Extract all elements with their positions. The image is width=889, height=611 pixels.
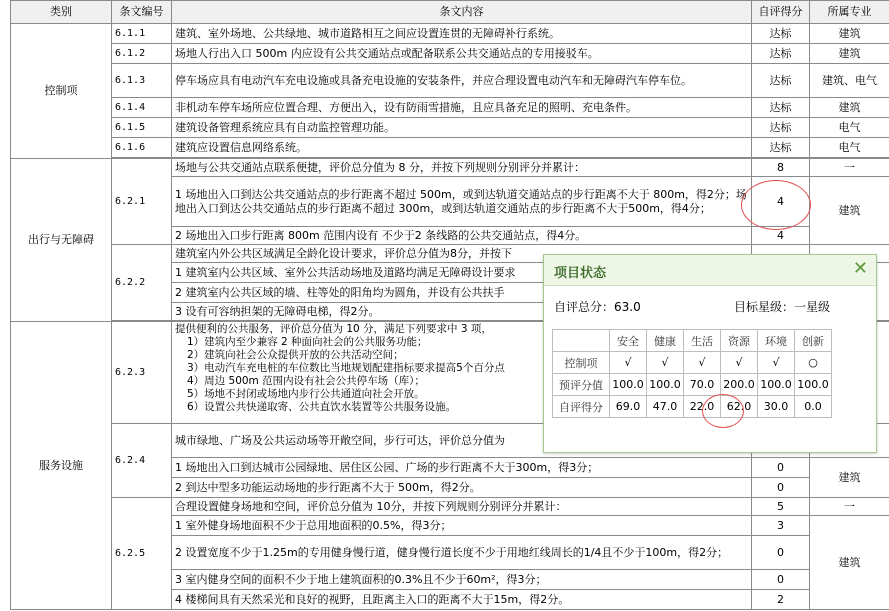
content-cell: 建筑室内外公共区域满足全龄化设计要求，评价总分值为8分，并按下 <box>172 245 752 263</box>
dept-cell: 建筑 <box>810 516 889 610</box>
content-cell: 建筑应设置信息网络系统。 <box>172 138 752 158</box>
col-resource: 资源 <box>721 330 758 352</box>
value-cell: 100.0 <box>610 374 647 396</box>
dept-cell: 建筑 <box>810 177 889 245</box>
rule-item: 4）周边 500m 范围内设有社会公共停车场（库）； <box>187 375 425 387</box>
content-cell: 城市绿地、广场及公共运动场等开敞空间，步行可达，评价总分值为 <box>172 424 752 458</box>
project-status-dialog[interactable] <box>543 254 877 453</box>
rule-item: 5）场地不封闭或场地内步行公共通道向社会开放。 <box>187 388 425 400</box>
dept-cell: 一 <box>810 498 889 516</box>
code-cell: 6.1.4 <box>112 98 172 118</box>
content-cell: 建筑设备管理系统应具有自动监控管理功能。 <box>172 118 752 138</box>
content-cell: 3 设有可容纳担架的无障碍电梯，得2分。 <box>172 303 752 321</box>
self-score-value: 63.0 <box>614 300 641 314</box>
table-row[interactable] <box>11 98 889 118</box>
dept-cell: 建筑 <box>810 44 889 64</box>
row-label: 控制项 <box>553 352 610 374</box>
score-cell[interactable]: 2 <box>752 590 810 610</box>
header-code: 条文编号 <box>112 1 172 24</box>
score-cell[interactable]: 达标 <box>752 64 810 98</box>
target-label: 目标星级： <box>734 300 795 314</box>
circle-icon: ○ <box>795 352 832 374</box>
header-score: 自评得分 <box>752 1 810 24</box>
score-cell[interactable]: 5 <box>752 498 810 516</box>
dept-cell: 电气 <box>810 138 889 158</box>
content-cell: 4 楼梯间具有天然采光和良好的视野，且距离主入口的距离不大于15m，得2分。 <box>172 590 752 610</box>
header-dept: 所属专业 <box>810 1 889 24</box>
status-table <box>552 329 832 418</box>
target-value: 一星级 <box>794 300 831 314</box>
status-header-row <box>553 330 832 352</box>
score-cell[interactable]: 0 <box>752 458 810 478</box>
dialog-title: 项目状态 <box>554 266 607 281</box>
content-cell: 建筑、室外场地、公共绿地、城市道路相互之间应设置连贯的无障碍补行系统。 <box>172 24 752 44</box>
content-cell: 2 到达中型多功能运动场地的步行距离不大于 500m，得2分。 <box>172 478 752 498</box>
dept-cell: 建筑 <box>810 98 889 118</box>
code-cell: 6.1.1 <box>112 24 172 44</box>
code-cell: 6.2.4 <box>112 424 172 498</box>
dialog-header <box>544 255 876 286</box>
row-label: 预评分值 <box>553 374 610 396</box>
table-row[interactable] <box>11 24 889 44</box>
content-cell: 2 建筑室内公共区域的墙、柱等处的阳角均为圆角，并设有公共扶手 <box>172 283 752 303</box>
col-life: 生活 <box>684 330 721 352</box>
content-cell: 1 建筑室内公共区域、室外公共活动场地及道路均满足无障碍设计要求 <box>172 263 752 283</box>
value-cell: 62.0 <box>721 396 758 418</box>
table-row[interactable] <box>11 64 889 98</box>
check-icon: √ <box>647 352 684 374</box>
score-cell[interactable]: 0 <box>752 536 810 570</box>
content-cell: 场地人行出入口 500m 内应设有公共交通站点或配备联系公共交通站点的专用接驳车。 <box>172 44 752 64</box>
value-cell: 100.0 <box>647 374 684 396</box>
content-cell: 1 场地出入口到达公共交通站点的步行距离不超过 500m，或到达轨道交通站点的步行距离不大于 800m，得2分；场地出入口到达公共交通站点的步行距离不超过 300m，或到达轨道交通站点的步行距离不大于500m，得4分； <box>172 177 752 227</box>
code-cell: 6.1.3 <box>112 64 172 98</box>
table-row[interactable] <box>11 138 889 158</box>
content-cell: 1 室外健身场地面积不少于总用地面积的0.5%，得3分； <box>172 516 752 536</box>
col-health: 健康 <box>647 330 684 352</box>
value-cell: 30.0 <box>758 396 795 418</box>
table-row[interactable] <box>11 44 889 64</box>
code-cell: 6.1.2 <box>112 44 172 64</box>
dept-cell: 建筑、电气 <box>810 64 889 98</box>
score-cell[interactable]: 3 <box>752 516 810 536</box>
score-cell[interactable]: 0 <box>752 570 810 590</box>
value-cell: 22.0 <box>684 396 721 418</box>
check-icon: √ <box>610 352 647 374</box>
check-icon: √ <box>684 352 721 374</box>
value-cell: 100.0 <box>795 374 832 396</box>
category-travel: 出行与无障碍 <box>11 159 112 322</box>
category-service: 服务设施 <box>11 322 112 610</box>
score-cell[interactable]: 4 <box>752 227 810 245</box>
value-cell: 69.0 <box>610 396 647 418</box>
rule-item: 3）电动汽车充电桩的车位数比当地规划配建指标要求提高5个百分点 <box>187 362 505 374</box>
control-row <box>553 352 832 374</box>
code-cell: 6.1.6 <box>112 138 172 158</box>
header-content: 条文内容 <box>172 1 752 24</box>
content-cell: 2 场地出入口步行距离 800m 范围内设有 不少于2 条线路的公共交通站点，得4分。 <box>172 227 752 245</box>
score-cell[interactable]: 8 <box>752 159 810 177</box>
content-cell: 2 设置宽度不少于1.25m的专用健身慢行道，健身慢行道长度不少于用地红线周长的1/4且不少于100m，得2分； <box>172 536 752 570</box>
header-category: 类别 <box>11 1 112 24</box>
row-label: 自评得分 <box>553 396 610 418</box>
score-cell[interactable]: 达标 <box>752 24 810 44</box>
rule-item: 1）建筑内至少兼容 2 种面向社会的公共服务功能； <box>187 336 428 348</box>
col-environment: 环境 <box>758 330 795 352</box>
pre-score-row <box>553 374 832 396</box>
content-cell: 合理设置健身场地和空间，评价总分值为 10分，并按下列规则分别评分并累计： <box>172 498 752 516</box>
value-cell: 70.0 <box>684 374 721 396</box>
rule-head: 提供便利的公共服务，评价总分值为 10 分，满足下列要求中 3 项， <box>175 323 492 335</box>
table-row[interactable] <box>11 498 889 516</box>
close-icon[interactable]: ✕ <box>852 258 868 279</box>
rule-item: 6）设置公共快递取寄、公共直饮水装置等公共服务设施。 <box>187 401 457 413</box>
score-cell[interactable]: 达标 <box>752 118 810 138</box>
code-cell: 6.1.5 <box>112 118 172 138</box>
dept-cell: 电气 <box>810 118 889 138</box>
content-cell: 3 室内健身空间的面积不少于地上建筑面积的0.3%且不少于60m²，得3分； <box>172 570 752 590</box>
value-cell: 0.0 <box>795 396 832 418</box>
value-cell: 47.0 <box>647 396 684 418</box>
score-cell[interactable]: 达标 <box>752 98 810 118</box>
table-header <box>11 1 889 24</box>
content-cell: 停车场应具有电动汽车充电设施或具备充电设施的安装条件，并应合理设置电动汽车和无障碍汽车停车位。 <box>172 64 752 98</box>
content-cell: 1 场地出入口到达城市公园绿地、居住区公园、广场的步行距离不大于300m，得3分； <box>172 458 752 478</box>
code-cell: 6.2.1 <box>112 159 172 245</box>
category-control: 控制项 <box>11 24 112 159</box>
rule-item: 2）建筑向社会公众提供开放的公共活动空间； <box>187 349 404 361</box>
code-cell: 6.2.3 <box>112 322 172 424</box>
code-cell: 6.2.5 <box>112 498 172 610</box>
dept-cell: 建筑 <box>810 24 889 44</box>
col-innovation: 创新 <box>795 330 832 352</box>
self-score-summary <box>554 298 641 315</box>
table-row[interactable] <box>11 159 889 177</box>
score-cell[interactable]: 达标 <box>752 138 810 158</box>
table-row[interactable] <box>11 118 889 138</box>
score-cell[interactable]: 4 <box>752 177 810 227</box>
code-cell: 6.2.2 <box>112 245 172 321</box>
value-cell: 100.0 <box>758 374 795 396</box>
dept-cell: 建筑 <box>810 458 889 498</box>
score-cell[interactable]: 0 <box>752 478 810 498</box>
value-cell: 200.0 <box>721 374 758 396</box>
check-icon: √ <box>758 352 795 374</box>
col-safety: 安全 <box>610 330 647 352</box>
check-icon: √ <box>721 352 758 374</box>
content-cell: 场地与公共交通站点联系便捷，评价总分值为 8 分，并按下列规则分别评分并累计： <box>172 159 752 177</box>
target-star-summary <box>734 298 830 315</box>
self-score-label: 自评总分： <box>554 300 615 314</box>
dept-cell: 一 <box>810 159 889 177</box>
content-cell: 非机动车停车场所应位置合理、方便出入，设有防雨雪措施，且应具备充足的照明、充电条件。 <box>172 98 752 118</box>
score-cell[interactable]: 达标 <box>752 44 810 64</box>
self-score-row <box>553 396 832 418</box>
